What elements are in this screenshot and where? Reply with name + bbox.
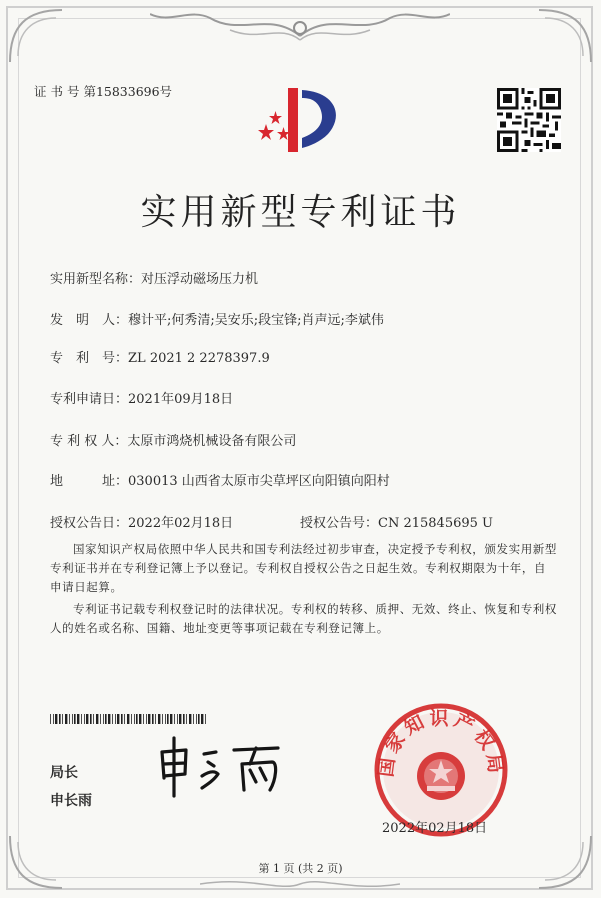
field-announcement-number: [300, 512, 493, 531]
paragraph-legal-status: 专利证书记载专利权登记时的法律状况。专利权的转移、质押、无效、终止、恢复和专利权人的姓名或名称、国籍、地址变更等事项记载在专利登记簿上。: [50, 602, 557, 635]
field-patent-number: [50, 347, 270, 366]
field-label: 专 利 权 人：: [50, 434, 128, 449]
field-label: 专利申请日：: [50, 392, 129, 407]
director-name: 申长雨: [50, 793, 92, 809]
bottom-ornament: [200, 876, 400, 892]
top-ornament: [150, 6, 450, 46]
field-label: 发 明 人：: [50, 313, 129, 328]
field-application-date: [50, 388, 233, 407]
certificate-number-label: 证 书 号: [34, 84, 80, 99]
field-label: 实用新型名称：: [50, 272, 142, 287]
field-value: 对压浮动磁场压力机: [141, 272, 259, 287]
field-value: 2021年09月18日: [128, 392, 234, 407]
field-address: [50, 470, 390, 489]
field-label: 地 址：: [50, 474, 129, 489]
director-title: 局长: [50, 765, 78, 781]
national-emblem-icon: [417, 752, 465, 800]
page-number: 第 1 页 (共 2 页): [258, 862, 343, 875]
corner-ornament-tl: [6, 6, 66, 66]
paragraph-grant-statement: 国家知识产权局依照中华人民共和国专利法经过初步审查，决定授予专利权，颁发实用新型专利证书并在专利登记簿上予以登记。专利权自授权公告之日起生效。专利权期限为十年，自申请日起算。: [50, 542, 557, 594]
field-value: ZL 2021 2 2278397.9: [128, 351, 270, 366]
field-patentee: [50, 430, 296, 449]
corner-ornament-tr: [535, 6, 595, 66]
field-value: 2022年02月18日: [128, 516, 234, 531]
field-value: 太原市鸿烧机械设备有限公司: [127, 434, 297, 449]
field-label: 专 利 号：: [50, 351, 129, 366]
field-utility-model-name: [50, 268, 258, 287]
field-value: 穆计平;何秀清;吴安乐;段宝锋;肖声远;李斌伟: [128, 313, 384, 328]
field-label: 授权公告号：: [300, 516, 379, 531]
director-signature: [152, 730, 312, 800]
field-label: 授权公告日：: [50, 516, 129, 531]
field-value: CN 215845695 U: [378, 516, 493, 531]
barcode-icon: [50, 714, 208, 724]
qr-code-icon: [497, 88, 561, 152]
seal-text: 国家知识产权局: [375, 707, 507, 779]
certificate-title: 实用新型专利证书: [140, 192, 461, 233]
certificate-number: [34, 82, 172, 100]
certificate-number-value: 第15833696号: [83, 84, 173, 99]
seal-date: 2022年02月18日: [382, 821, 488, 836]
field-value: 030013 山西省太原市尖草坪区向阳镇向阳村: [128, 474, 390, 489]
cnipa-logo-icon: [258, 86, 348, 154]
field-grant-date: [50, 512, 233, 531]
field-inventors: [50, 309, 384, 328]
